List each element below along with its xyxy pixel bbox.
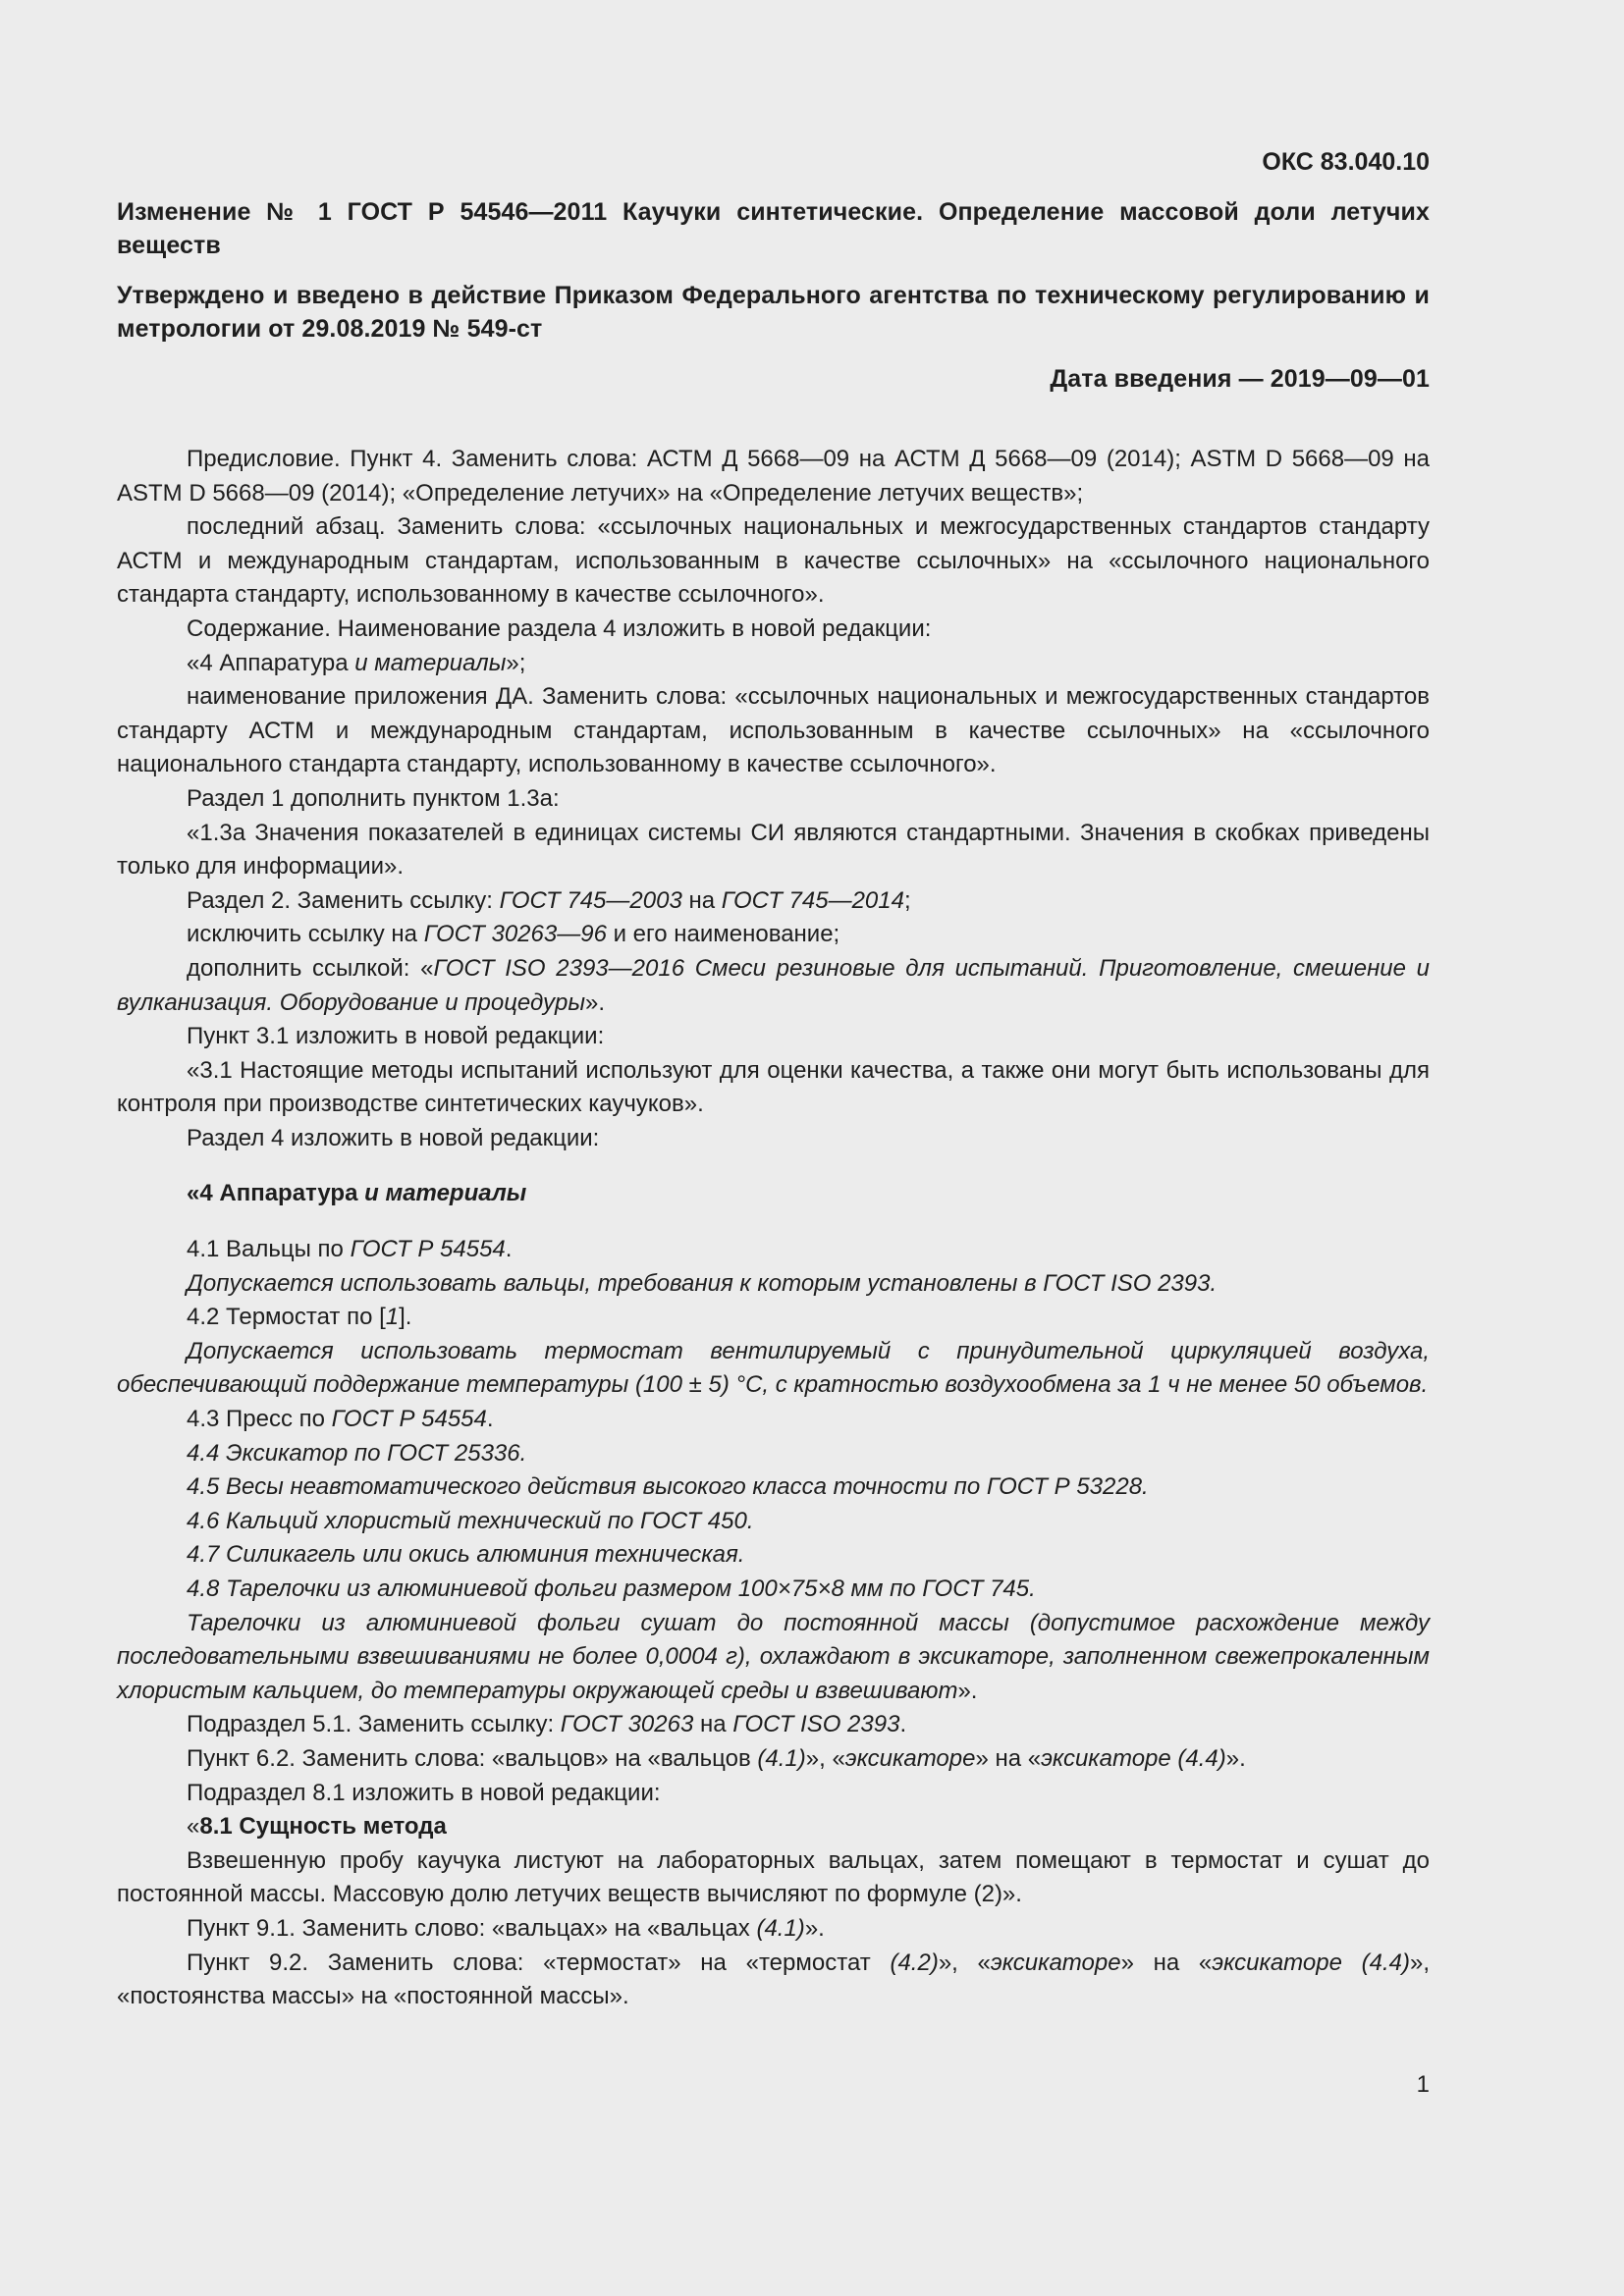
paragraph: Предисловие. Пункт 4. Заменить слова: АСТМ Д 5668—09 на АСТМ Д 5668—09 (2014); ASTM D 5668—09 на ASTM D 5668—09 (2014); «Определение летучих» на «Определение летучих веществ»; <box>117 446 1430 507</box>
paragraph: Допускается использовать термостат вентилируемый с принудительной циркуляцией воздуха, обеспечивающий поддержание температуры (100 ± 5) °С, с кратностью воздухообмена за 1 ч не менее 50 объемов. <box>117 1337 1430 1399</box>
paragraph: «4 Аппаратура и материалы»; <box>187 649 526 676</box>
paragraph: 4.1 Вальцы по ГОСТ Р 54554. <box>187 1236 513 1263</box>
approval-statement: Утверждено и введено в действие Приказом Федерального агентства по техническому регулированию и метрологии от 29.08.2019 № 549-ст <box>117 282 1430 343</box>
paragraph: Допускается использовать вальцы, требования к которым установлены в ГОСТ ISO 2393. <box>187 1269 1218 1297</box>
paragraph: Тарелочки из алюминиевой фольги сушат до постоянной массы (допустимое расхождение между последовательными взвешиваниями не более 0,0004 г), охлаждают в эксикаторе, заполненном свежепрокаленным хлористым кальцием, до температуры окружающей среды и взвешивают». <box>117 1609 1430 1704</box>
paragraph: Раздел 4 изложить в новой редакции: <box>187 1124 600 1151</box>
paragraph: Содержание. Наименование раздела 4 изложить в новой редакции: <box>187 614 932 642</box>
paragraph: Пункт 6.2. Заменить слова: «вальцов» на «вальцов (4.1)», «эксикаторе» на «эксикаторе (4.4)». <box>187 1744 1246 1772</box>
paragraph: 4.2 Термостат по [1]. <box>187 1304 412 1331</box>
page-number: 1 <box>1416 2071 1430 2098</box>
paragraph: дополнить ссылкой: «ГОСТ ISO 2393—2016 Смеси резиновые для испытаний. Приготовление, смешение и вулканизация. Оборудование и процедуры». <box>117 954 1430 1016</box>
paragraph: Взвешенную пробу каучука листуют на лабораторных вальцах, затем помещают в термостат и сушат до постоянной массы. Массовую долю летучих веществ вычисляют по формуле (2)». <box>117 1846 1430 1908</box>
oks-code: ОКС 83.040.10 <box>1262 148 1430 176</box>
paragraph: «1.3а Значения показателей в единицах системы СИ являются стандартными. Значения в скобках приведены только для информации». <box>117 819 1430 881</box>
paragraph: 4.8 Тарелочки из алюминиевой фольги размером 100×75×8 мм по ГОСТ 745. <box>187 1575 1036 1602</box>
paragraph: 4.5 Весы неавтоматического действия высокого класса точности по ГОСТ Р 53228. <box>187 1473 1149 1501</box>
paragraph: Пункт 9.2. Заменить слова: «термостат» на «термостат (4.2)», «эксикаторе» на «эксикаторе (4.4)», «постоянства массы» на «постоянной массы». <box>117 1949 1431 2010</box>
paragraph: Подраздел 8.1 изложить в новой редакции: <box>187 1779 661 1806</box>
paragraph: Раздел 1 дополнить пунктом 1.3а: <box>187 784 560 812</box>
paragraph: Раздел 2. Заменить ссылку: ГОСТ 745—2003 на ГОСТ 745—2014; <box>187 886 911 914</box>
paragraph: 4.3 Пресс по ГОСТ Р 54554. <box>187 1406 494 1433</box>
paragraph: последний абзац. Заменить слова: «ссылочных национальных и межгосударственных стандартов стандарту АСТМ и международным стандартам, использованным в качестве ссылочных» на «ссылочного национального стандарта стандарту, использованному в качестве ссылочного». <box>117 513 1430 609</box>
paragraph: 4.4 Эксикатор по ГОСТ 25336. <box>187 1439 527 1467</box>
amendment-body <box>117 443 1430 2014</box>
paragraph: «8.1 Сущность метода <box>187 1813 447 1841</box>
effective-date: Дата введения — 2019—09—01 <box>1050 365 1430 393</box>
paragraph: 4.6 Кальций хлористый технический по ГОСТ 450. <box>187 1507 754 1534</box>
page-content <box>117 145 1430 2014</box>
paragraph: Пункт 9.1. Заменить слово: «вальцах» на «вальцах (4.1)». <box>187 1914 825 1942</box>
paragraph: наименование приложения ДА. Заменить слова: «ссылочных национальных и межгосударственных стандартов стандарту АСТМ и международным стандартам, использованным в качестве ссылочных» на «ссылочного национального стандарта стандарту, использованному в качестве ссылочного». <box>117 683 1430 778</box>
paragraph: 4.7 Силикагель или окись алюминия техническая. <box>187 1541 745 1569</box>
paragraph: Подраздел 5.1. Заменить ссылку: ГОСТ 30263 на ГОСТ ISO 2393. <box>187 1711 907 1738</box>
paragraph: Пункт 3.1 изложить в новой редакции: <box>187 1023 605 1050</box>
paragraph: «3.1 Настоящие методы испытаний используют для оценки качества, а также они могут быть использованы для контроля при производстве синтетических каучуков». <box>117 1056 1430 1118</box>
amendment-title: Изменение № 1 ГОСТ Р 54546—2011 Каучуки синтетические. Определение массовой доли летучих веществ <box>117 198 1430 259</box>
section-heading: «4 Аппаратура и материалы <box>187 1180 527 1207</box>
paragraph: исключить ссылку на ГОСТ 30263—96 и его наименование; <box>187 921 840 948</box>
